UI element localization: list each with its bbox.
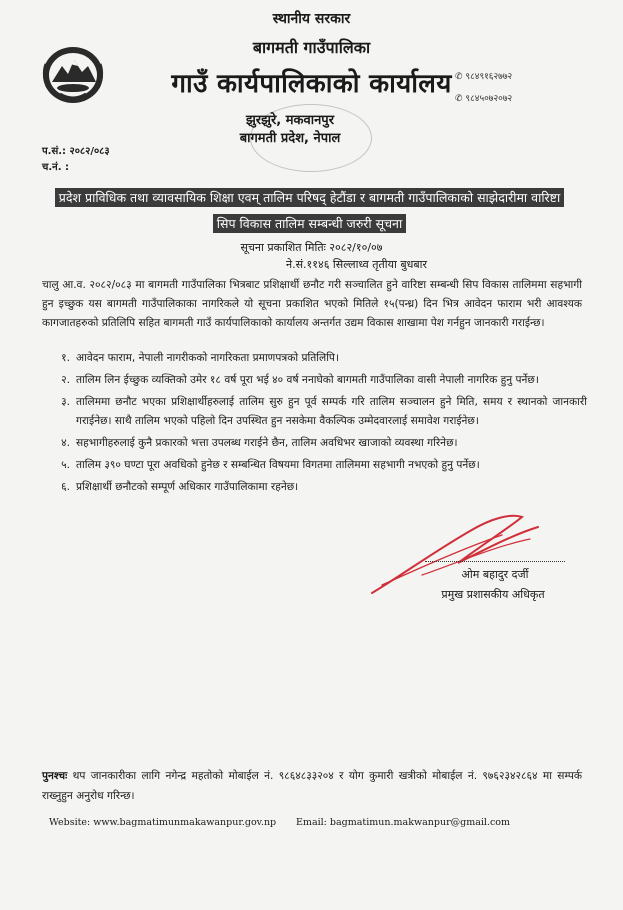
phone-number: ✆ ९८४९१६२७७२ [455,66,512,88]
website-link[interactable]: Website: www.bagmatimunmakawanpur.gov.np [49,817,277,828]
published-date: सूचना प्रकाशित मितिः २०८२/१०/०७ [240,241,383,254]
notice-subject-text: प्रदेश प्राविधिक तथा व्यावसायिक शिक्षा एवम् तालिम परिषद् हेटौंडा र बागमती गाउँपालिकाको साझेदारीमा वारिष्टा सिप विकास तालिम सम्बन्धी जरुरी सूचना [55,188,564,233]
rural-municipality-heading: बागमती गाउँपालिका [252,38,371,57]
signatory-title: प्रमुख प्रशासकीय अधिकृत [441,588,545,601]
list-item-text: तालिम लिन ईच्छुक व्यक्तिको उमेर १८ वर्ष पूरा भई ४० वर्ष ननाघेको बागमती गाउँपालिका वासी नेपाली नागरिक हुनु पर्नेछ। [76,374,539,386]
list-item [42,371,587,390]
list-item-text: सहभागीहरुलाई कुनै प्रकारको भत्ता उपलब्ध गराईने छैन, तालिम अवधिभर खाजाको व्यवस्था गरिनेछ। [76,437,458,449]
list-item [42,478,587,497]
list-item-text: तालिममा छनौट भएका प्रशिक्षार्थीहरुलाई तालिम सुरु हुन पूर्व सम्पर्क गरि तालिम सञ्चालन हुने मिति, समय र स्थानको जानकारी गराईनेछ। साथै तालिम भएको पहिलो दिन उपस्थित हुन नसकेमा वैकल्पिक उम्मेदवारलाई समावेश गराईनेछ। [76,396,587,427]
phone-number: ✆ ९८४५०७२०७२ [455,88,512,110]
requirements-list [42,349,587,500]
list-item-text: प्रशिक्षार्थी छनौटको सम्पूर्ण अधिकार गाउँपालिकामा रहनेछ। [76,481,299,493]
reference-numbers [42,144,110,176]
notice-subject-banner [52,185,567,237]
list-item-text: तालिम ३९० घण्टा पूरा अवधिको हुनेछ र सम्बन्धित विषयमा विगतमा तालिममा सहभागी नभएको हुनु पर्नेछ। [76,459,480,471]
postscript [42,766,582,806]
signature-line [425,561,565,562]
list-item-number: ५. [61,459,70,471]
list-item-text: आवेदन फाराम, नेपाली नागरीकको नागरिकता प्रमाणपत्रको प्रतिलिपि। [76,352,339,364]
notice-intro-paragraph: चालु आ.व. २०८२/०८३ मा बागमती गाउँपालिका भित्रबाट प्रशिक्षार्थी छनौट गरी सञ्चालित हुने वारिष्टा सम्बन्धी सिप विकास तालिममा सहभागी हुन इच्छुक यस बागमती गाउँपालिकाका नागरिकले यो सूचना प्रकाशित भएको मितिले १५(पन्ध्र) दिन भित्र आवेदन फाराम भरी आवश्यक कागजातहरुको प्रतिलिपि सहित बागमती गाउँ कार्यपालिकाको कार्यालय अन्तर्गत उद्यम विकास शाखामा पेश गर्नहुन जानकारी गराईन्छ। [42,279,582,329]
patra-sankhya: प.सं.: २०८२/०८३ [42,146,110,157]
address-line-1: झुरझुरे, मकवानपुर [245,113,335,128]
list-item [42,349,587,368]
email-link[interactable]: Email: bagmatimun.makwanpur@gmail.com [296,817,511,828]
list-item-number: २. [61,374,70,386]
office-title: गाउँ कार्यपालिकाको कार्यालय [171,69,452,99]
address-line-2: बागमती प्रदेश, नेपाल [239,131,341,146]
list-item-number: ६. [61,481,70,493]
postscript-label: पुनश्चः [42,770,68,782]
nepal-sambat-date: ने.सं.११४६ सिल्लाध्व तृतीया बुधबार [286,258,428,271]
list-item-number: ३. [61,396,70,408]
list-item [42,393,587,431]
phone-numbers [455,66,512,110]
postscript-text: थप जानकारीका लागि नगेन्द्र महतोको मोबाईल नं. ९८६४८३३२०४ र योग कुमारी खत्रीको मोबाईल नं. ९७६२३४२८६४ मा सम्पर्क राख्नुहुन अनुरोध गरिन्छ। [42,770,582,802]
list-item [42,456,587,475]
local-government-heading: स्थानीय सरकार [272,11,351,27]
list-item-number: १. [61,352,70,364]
list-item [42,434,587,453]
signatory-name: ओम बहादुर दर्जी [461,568,529,581]
chalani-number: च.नं. : [42,162,69,173]
list-item-number: ४. [61,437,70,449]
